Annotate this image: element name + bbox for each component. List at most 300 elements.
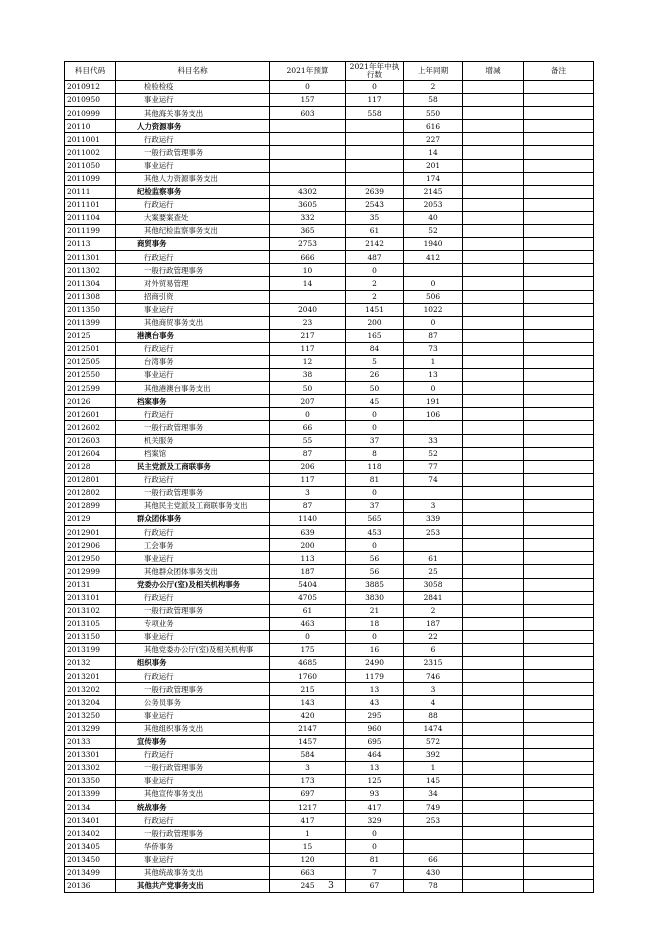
code-cell: 2013201 <box>65 670 116 683</box>
table-row <box>65 342 594 355</box>
change-cell <box>463 696 524 709</box>
code-cell: 2011304 <box>65 277 116 290</box>
table-row <box>65 303 594 316</box>
change-cell <box>463 198 524 211</box>
code-cell: 2011050 <box>65 159 116 172</box>
budget-cell: 61 <box>270 604 346 617</box>
change-cell <box>463 211 524 224</box>
prior-cell: 0 <box>404 277 463 290</box>
code-cell: 2011301 <box>65 251 116 264</box>
name-cell: 事业运行 <box>116 94 270 107</box>
prior-cell <box>404 264 463 277</box>
budget-cell: 23 <box>270 316 346 329</box>
budget-cell: 463 <box>270 617 346 630</box>
budget-cell: 1140 <box>270 513 346 526</box>
midyear-cell <box>346 133 404 146</box>
midyear-cell: 0 <box>346 539 404 552</box>
midyear-cell: 0 <box>346 486 404 499</box>
name-cell: 其他党委办公厅(室)及相关机构事 <box>116 644 270 657</box>
budget-cell: 639 <box>270 526 346 539</box>
code-cell: 2011199 <box>65 225 116 238</box>
prior-cell: 1022 <box>404 303 463 316</box>
code-cell: 2011101 <box>65 198 116 211</box>
budget-cell: 173 <box>270 774 346 787</box>
code-cell: 20133 <box>65 735 116 748</box>
table-row <box>65 500 594 513</box>
code-cell: 20126 <box>65 395 116 408</box>
midyear-cell: 2639 <box>346 185 404 198</box>
name-cell: 行政运行 <box>116 473 270 486</box>
budget-cell: 157 <box>270 94 346 107</box>
code-cell: 2011001 <box>65 133 116 146</box>
budget-cell: 1457 <box>270 735 346 748</box>
change-cell <box>463 238 524 251</box>
budget-cell: 87 <box>270 500 346 513</box>
change-cell <box>463 94 524 107</box>
change-cell <box>463 290 524 303</box>
table-row <box>65 81 594 94</box>
prior-cell: 392 <box>404 748 463 761</box>
table-row <box>65 683 594 696</box>
prior-cell: 572 <box>404 735 463 748</box>
budget-cell: 663 <box>270 866 346 879</box>
change-cell <box>463 421 524 434</box>
code-cell: 2011399 <box>65 316 116 329</box>
table-row <box>65 421 594 434</box>
budget-cell: 2753 <box>270 238 346 251</box>
midyear-cell: 18 <box>346 617 404 630</box>
prior-cell: 339 <box>404 513 463 526</box>
midyear-cell: 7 <box>346 866 404 879</box>
midyear-cell: 67 <box>346 879 404 892</box>
note-cell <box>524 814 594 827</box>
note-cell <box>524 722 594 735</box>
budget-cell: 1217 <box>270 801 346 814</box>
code-cell: 20128 <box>65 460 116 473</box>
code-cell: 2013499 <box>65 866 116 879</box>
midyear-cell: 21 <box>346 604 404 617</box>
budget-cell: 666 <box>270 251 346 264</box>
midyear-cell: 81 <box>346 473 404 486</box>
header-change: 增减 <box>463 62 524 81</box>
budget-cell: 0 <box>270 630 346 643</box>
midyear-cell: 1451 <box>346 303 404 316</box>
header-row <box>65 62 594 81</box>
code-cell: 20136 <box>65 879 116 892</box>
table-row <box>65 748 594 761</box>
change-cell <box>463 329 524 342</box>
midyear-cell: 35 <box>346 211 404 224</box>
budget-cell: 3 <box>270 761 346 774</box>
code-cell: 2011308 <box>65 290 116 303</box>
budget-cell: 217 <box>270 329 346 342</box>
prior-cell: 1 <box>404 355 463 368</box>
name-cell: 档案事务 <box>116 395 270 408</box>
header-code: 科目代码 <box>65 62 116 81</box>
code-cell: 2013102 <box>65 604 116 617</box>
code-cell: 2013350 <box>65 774 116 787</box>
note-cell <box>524 578 594 591</box>
midyear-cell: 56 <box>346 565 404 578</box>
prior-cell: 22 <box>404 630 463 643</box>
name-cell: 统战事务 <box>116 801 270 814</box>
midyear-cell <box>346 172 404 185</box>
change-cell <box>463 473 524 486</box>
table-row <box>65 827 594 840</box>
prior-cell: 2841 <box>404 591 463 604</box>
code-cell: 2013202 <box>65 683 116 696</box>
code-cell: 20110 <box>65 120 116 133</box>
name-cell: 其他商贸事务支出 <box>116 316 270 329</box>
code-cell: 2012602 <box>65 421 116 434</box>
note-cell <box>524 159 594 172</box>
budget-cell: 15 <box>270 840 346 853</box>
change-cell <box>463 382 524 395</box>
midyear-cell: 487 <box>346 251 404 264</box>
prior-cell: 88 <box>404 709 463 722</box>
note-cell <box>524 133 594 146</box>
table-row <box>65 578 594 591</box>
prior-cell: 412 <box>404 251 463 264</box>
change-cell <box>463 552 524 565</box>
table-row <box>65 329 594 342</box>
code-cell: 2013302 <box>65 761 116 774</box>
code-cell: 2012604 <box>65 447 116 460</box>
budget-cell: 245 <box>270 879 346 892</box>
budget-cell: 215 <box>270 683 346 696</box>
name-cell: 工会事务 <box>116 539 270 552</box>
code-cell: 20113 <box>65 238 116 251</box>
change-cell <box>463 120 524 133</box>
prior-cell: 6 <box>404 644 463 657</box>
change-cell <box>463 591 524 604</box>
midyear-cell: 453 <box>346 526 404 539</box>
change-cell <box>463 604 524 617</box>
name-cell: 一般行政管理事务 <box>116 683 270 696</box>
note-cell <box>524 277 594 290</box>
note-cell <box>524 94 594 107</box>
name-cell: 华侨事务 <box>116 840 270 853</box>
code-cell: 2012501 <box>65 342 116 355</box>
change-cell <box>463 774 524 787</box>
prior-cell <box>404 486 463 499</box>
note-cell <box>524 604 594 617</box>
name-cell: 事业运行 <box>116 552 270 565</box>
note-cell <box>524 290 594 303</box>
midyear-cell: 84 <box>346 342 404 355</box>
prior-cell: 66 <box>404 853 463 866</box>
prior-cell: 3 <box>404 683 463 696</box>
prior-cell: 2 <box>404 81 463 94</box>
budget-cell: 2040 <box>270 303 346 316</box>
change-cell <box>463 866 524 879</box>
prior-cell: 2315 <box>404 657 463 670</box>
name-cell: 其他人力资源事务支出 <box>116 172 270 185</box>
code-cell: 2011302 <box>65 264 116 277</box>
change-cell <box>463 735 524 748</box>
note-cell <box>524 539 594 552</box>
change-cell <box>463 683 524 696</box>
name-cell: 招商引资 <box>116 290 270 303</box>
budget-cell: 584 <box>270 748 346 761</box>
note-cell <box>524 447 594 460</box>
note-cell <box>524 591 594 604</box>
prior-cell: 2053 <box>404 198 463 211</box>
note-cell <box>524 395 594 408</box>
code-cell: 2011104 <box>65 211 116 224</box>
name-cell: 其他群众团体事务支出 <box>116 565 270 578</box>
midyear-cell: 2 <box>346 277 404 290</box>
midyear-cell: 117 <box>346 94 404 107</box>
code-cell: 2010912 <box>65 81 116 94</box>
change-cell <box>463 316 524 329</box>
code-cell: 2013399 <box>65 788 116 801</box>
code-cell: 2012899 <box>65 500 116 513</box>
name-cell: 群众团体事务 <box>116 513 270 526</box>
name-cell: 事业运行 <box>116 369 270 382</box>
change-cell <box>463 225 524 238</box>
note-cell <box>524 840 594 853</box>
name-cell: 一般行政管理事务 <box>116 264 270 277</box>
change-cell <box>463 500 524 513</box>
table-row <box>65 670 594 683</box>
name-cell: 一般行政管理事务 <box>116 421 270 434</box>
midyear-cell: 0 <box>346 840 404 853</box>
name-cell: 一般行政管理事务 <box>116 761 270 774</box>
name-cell: 人力资源事务 <box>116 120 270 133</box>
table-row <box>65 198 594 211</box>
prior-cell: 616 <box>404 120 463 133</box>
prior-cell: 58 <box>404 94 463 107</box>
header-note: 备注 <box>524 62 594 81</box>
code-cell: 2013150 <box>65 630 116 643</box>
budget-cell <box>270 120 346 133</box>
name-cell: 行政运行 <box>116 133 270 146</box>
table-row <box>65 225 594 238</box>
prior-cell: 1940 <box>404 238 463 251</box>
table-row <box>65 238 594 251</box>
name-cell: 其他共产党事务支出 <box>116 879 270 892</box>
code-cell: 2011099 <box>65 172 116 185</box>
midyear-cell: 695 <box>346 735 404 748</box>
table-row <box>65 447 594 460</box>
note-cell <box>524 670 594 683</box>
name-cell: 党委办公厅(室)及相关机构事务 <box>116 578 270 591</box>
budget-cell: 1760 <box>270 670 346 683</box>
table-row <box>65 369 594 382</box>
prior-cell: 187 <box>404 617 463 630</box>
table-row <box>65 565 594 578</box>
name-cell: 一般行政管理事务 <box>116 827 270 840</box>
name-cell: 其他宣传事务支出 <box>116 788 270 801</box>
name-cell: 大案要案查处 <box>116 211 270 224</box>
change-cell <box>463 146 524 159</box>
prior-cell: 74 <box>404 473 463 486</box>
code-cell: 2010999 <box>65 107 116 120</box>
name-cell: 事业运行 <box>116 853 270 866</box>
table-row <box>65 473 594 486</box>
change-cell <box>463 761 524 774</box>
page-number: 3 <box>328 881 334 891</box>
table-row <box>65 395 594 408</box>
note-cell <box>524 107 594 120</box>
budget-cell: 5404 <box>270 578 346 591</box>
note-cell <box>524 120 594 133</box>
prior-cell: 253 <box>404 526 463 539</box>
prior-cell: 0 <box>404 316 463 329</box>
midyear-cell: 0 <box>346 408 404 421</box>
budget-cell: 175 <box>270 644 346 657</box>
table-row <box>65 657 594 670</box>
budget-table <box>64 61 594 893</box>
budget-cell: 2147 <box>270 722 346 735</box>
code-cell: 2012603 <box>65 434 116 447</box>
midyear-cell: 1179 <box>346 670 404 683</box>
table-row <box>65 539 594 552</box>
code-cell: 20131 <box>65 578 116 591</box>
budget-cell: 1 <box>270 827 346 840</box>
code-cell: 2012950 <box>65 552 116 565</box>
midyear-cell: 50 <box>346 382 404 395</box>
change-cell <box>463 526 524 539</box>
note-cell <box>524 225 594 238</box>
note-cell <box>524 565 594 578</box>
midyear-cell: 26 <box>346 369 404 382</box>
name-cell: 一般行政管理事务 <box>116 486 270 499</box>
budget-cell: 3605 <box>270 198 346 211</box>
header-prior: 上年同期 <box>404 62 463 81</box>
budget-cell: 87 <box>270 447 346 460</box>
midyear-cell: 3830 <box>346 591 404 604</box>
change-cell <box>463 630 524 643</box>
midyear-cell: 56 <box>346 552 404 565</box>
budget-cell: 143 <box>270 696 346 709</box>
midyear-cell: 2 <box>346 290 404 303</box>
change-cell <box>463 408 524 421</box>
code-cell: 2012601 <box>65 408 116 421</box>
midyear-cell: 0 <box>346 630 404 643</box>
midyear-cell: 45 <box>346 395 404 408</box>
budget-cell: 12 <box>270 355 346 368</box>
midyear-cell: 125 <box>346 774 404 787</box>
table-row <box>65 290 594 303</box>
midyear-cell: 0 <box>346 264 404 277</box>
prior-cell: 2145 <box>404 185 463 198</box>
table-row <box>65 434 594 447</box>
prior-cell: 4 <box>404 696 463 709</box>
name-cell: 行政运行 <box>116 198 270 211</box>
table-row <box>65 866 594 879</box>
note-cell <box>524 696 594 709</box>
change-cell <box>463 513 524 526</box>
note-cell <box>524 683 594 696</box>
code-cell: 2010950 <box>65 94 116 107</box>
code-cell: 2013301 <box>65 748 116 761</box>
code-cell: 2013204 <box>65 696 116 709</box>
code-cell: 2012999 <box>65 565 116 578</box>
prior-cell: 174 <box>404 172 463 185</box>
change-cell <box>463 355 524 368</box>
note-cell <box>524 473 594 486</box>
prior-cell: 506 <box>404 290 463 303</box>
table-row <box>65 840 594 853</box>
prior-cell: 145 <box>404 774 463 787</box>
table-row <box>65 526 594 539</box>
midyear-cell: 81 <box>346 853 404 866</box>
prior-cell: 25 <box>404 565 463 578</box>
note-cell <box>524 81 594 94</box>
prior-cell: 14 <box>404 146 463 159</box>
name-cell: 其他民主党派及工商联事务支出 <box>116 500 270 513</box>
note-cell <box>524 460 594 473</box>
name-cell: 其他纪检监察事务支出 <box>116 225 270 238</box>
budget-cell: 697 <box>270 788 346 801</box>
prior-cell <box>404 421 463 434</box>
table-row <box>65 460 594 473</box>
name-cell: 行政运行 <box>116 342 270 355</box>
note-cell <box>524 735 594 748</box>
midyear-cell: 3885 <box>346 578 404 591</box>
budget-cell: 117 <box>270 342 346 355</box>
change-cell <box>463 342 524 355</box>
midyear-cell: 0 <box>346 421 404 434</box>
code-cell: 2013401 <box>65 814 116 827</box>
table-row <box>65 761 594 774</box>
name-cell: 其他组织事务支出 <box>116 722 270 735</box>
prior-cell: 746 <box>404 670 463 683</box>
change-cell <box>463 434 524 447</box>
code-cell: 2013101 <box>65 591 116 604</box>
midyear-cell: 61 <box>346 225 404 238</box>
change-cell <box>463 303 524 316</box>
note-cell <box>524 788 594 801</box>
table-row <box>65 644 594 657</box>
budget-cell: 4705 <box>270 591 346 604</box>
change-cell <box>463 159 524 172</box>
table-row <box>65 277 594 290</box>
prior-cell: 550 <box>404 107 463 120</box>
prior-cell: 3058 <box>404 578 463 591</box>
note-cell <box>524 421 594 434</box>
name-cell: 一般行政管理事务 <box>116 146 270 159</box>
table-row <box>65 696 594 709</box>
budget-cell: 420 <box>270 709 346 722</box>
note-cell <box>524 264 594 277</box>
budget-cell: 200 <box>270 539 346 552</box>
change-cell <box>463 709 524 722</box>
note-cell <box>524 198 594 211</box>
budget-cell: 365 <box>270 225 346 238</box>
table-row <box>65 251 594 264</box>
note-cell <box>524 801 594 814</box>
name-cell: 行政运行 <box>116 251 270 264</box>
code-cell: 2012550 <box>65 369 116 382</box>
prior-cell <box>404 539 463 552</box>
name-cell: 其他港澳台事务支出 <box>116 382 270 395</box>
midyear-cell <box>346 159 404 172</box>
midyear-cell: 565 <box>346 513 404 526</box>
budget-cell: 603 <box>270 107 346 120</box>
name-cell: 事业运行 <box>116 774 270 787</box>
name-cell: 组织事务 <box>116 657 270 670</box>
change-cell <box>463 617 524 630</box>
budget-cell: 4685 <box>270 657 346 670</box>
code-cell: 2013199 <box>65 644 116 657</box>
note-cell <box>524 316 594 329</box>
budget-cell: 38 <box>270 369 346 382</box>
midyear-cell: 960 <box>346 722 404 735</box>
prior-cell: 3 <box>404 500 463 513</box>
